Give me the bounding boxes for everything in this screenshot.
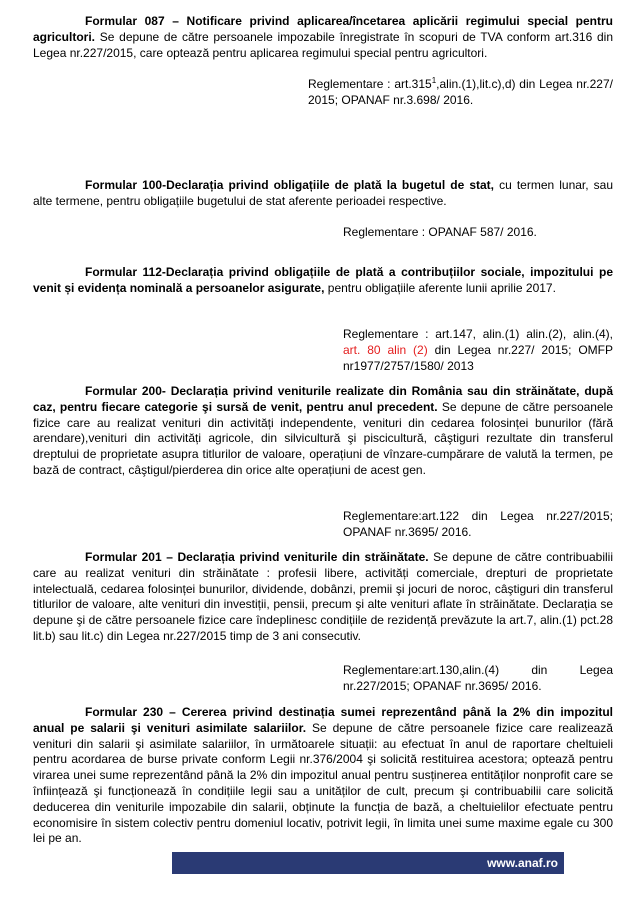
reference-text-cont: ,alin.(1),lit.c),d) din Legea nr.227/ 2015; OPANAF nr.3.698/ 2016. — [308, 77, 613, 107]
formular-200-text: Se depune de către persoanele fizice care au realizat venituri din activități independente, venituri din cedarea folosinței bunurilor (fără arendare),venituri din activități agricole, din silvicultură şi piscicultură, câştiguri rezultate din transferul dreptului de proprietate asupra titlurilor de valoare, operațiuni de vînzare-cumpărare de valută la termen, pe bază de contract, câştigul/pierderea din orice alte operațiuni de acest gen. — [33, 399, 613, 477]
paragraph-formular-201 — [33, 550, 613, 645]
formular-201-text: Se depune de către contribuabilii care au realizat venituri din străinătate : profesii libere, activități comerciale, drepturi de proprietate intelectuală, cedarea folosinței bunurilor, dividende, dobânzi, premii şi jocuri de noroc, câştiguri din transferul titlurilor de valoare, alte venituri din investiții, pensii, precum şi alte venituri aflate în străinătate. Declarația se depune şi de către persoanele fizice care îndeplinesc condițiile de rezidență prevăzute la art.7, alin.(1) pct.28 lit.b) sau lit.c) din Legea nr.227/2015 timp de 3 ani consecutiv. — [33, 550, 614, 643]
paragraph-formular-230 — [33, 705, 613, 847]
footer-bar — [172, 852, 564, 874]
formular-201-title: Formular 201 – Declarația privind veniturile din străinătate. — [85, 550, 429, 564]
paragraph-formular-200 — [33, 384, 613, 479]
reference-text: Reglementare : art.147, alin.(1) alin.(2), alin.(4), — [343, 327, 613, 341]
formular-112-reference — [343, 327, 613, 374]
formular-112-title: Formular 112-Declarația privind obligațiile de plată a contribuțiilor sociale, impozitului pe venit și evidența nominală a persoanelor asigurate, — [33, 265, 613, 295]
reference-highlight-red: art. 80 alin (2) — [343, 342, 428, 357]
formular-100-reference: Reglementare : OPANAF 587/ 2016. — [343, 225, 537, 239]
formular-112-text: pentru obligațiile aferente lunii aprilie 2017. — [324, 280, 556, 295]
formular-230-title: Formular 230 – Cererea privind destinația sumei reprezentând până la 2% din impozitul anual pe salarii şi venituri asimilate salariilor. — [33, 705, 613, 735]
reference-superscript: 1 — [431, 76, 437, 85]
formular-230-text: Se depune de către persoanele fizice care realizează venituri din salarii şi asimilate salariilor, în următoarele situații: au efectuat în anul de raportare cheltuieli pentru acordarea de burse private conform Legii nr.376/2004 şi solicită restituirea acestora; optează pentru virarea unei sume reprezentând până la 2% din impozitul anual pentru susținerea entităților nonprofit care se înființează şi funcționează în condițiile legii sau a unităților de cult, precum şi contribuabilii care solicită deducerea din veniturile impozabile din salarii, obținute la funcția de bază, a cheltuielilor efectuate pentru economisire în sistem colectiv pentru domeniul locativ, potrivit legii, în limita unei sume maxime egale cu 300 lei pe an. — [33, 720, 613, 846]
reference-text-cont: din Legea nr.227/ 2015; OMFP nr1977/2757/1580/ 2013 — [343, 342, 613, 373]
formular-100-text: cu termen lunar, sau alte termene, pentru obligațiile bugetului de stat aferente perioadei respective. — [33, 178, 613, 208]
formular-100-title: Formular 100-Declarația privind obligațiile de plată la bugetul de stat, — [85, 178, 495, 192]
formular-200-reference: Reglementare:art.122 din Legea nr.227/2015; OPANAF nr.3695/ 2016. — [343, 509, 613, 539]
formular-087-reference — [308, 77, 613, 109]
footer-url-link[interactable]: www.anaf.ro — [487, 856, 558, 870]
formular-087-title: Formular 087 – Notificare privind aplicarea/încetarea aplicării regimului special pentru agricultori. — [33, 14, 613, 44]
reference-text: Reglementare : art.315 — [308, 77, 432, 91]
paragraph-formular-112 — [33, 265, 613, 297]
paragraph-formular-100 — [33, 178, 613, 210]
formular-087-text: Se depune de către persoanele impozabile înregistrate în scopuri de TVA conform art.316 din Legea nr.227/2015, care optează pentru aplicarea regimului special pentru agricultori. — [33, 29, 613, 60]
paragraph-formular-087 — [33, 14, 613, 61]
formular-201-reference: Reglementare:art.130,alin.(4) din Legea nr.227/2015; OPANAF nr.3695/ 2016. — [343, 663, 613, 693]
formular-200-title: Formular 200- Declarația privind veniturile realizate din România sau din străinătate, după caz, pentru fiecare categorie şi sursă de venit, pentru anul precedent. — [33, 384, 613, 414]
